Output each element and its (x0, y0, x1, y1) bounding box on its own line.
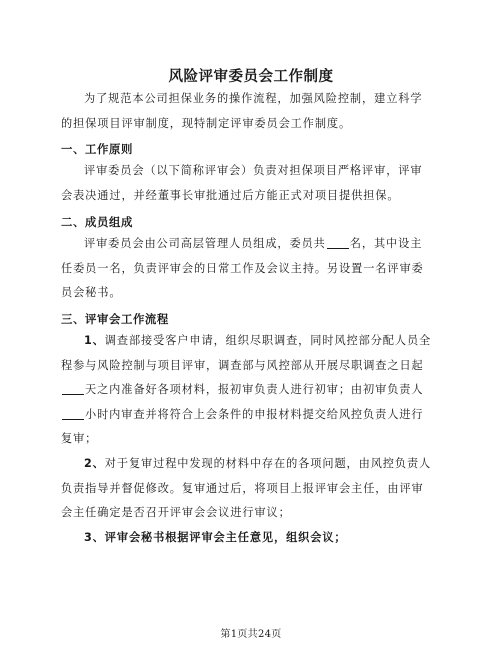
workflow-item-2 (61, 452, 443, 526)
fill-in-blank (327, 236, 349, 249)
item-number: 1、 (84, 334, 105, 347)
text-line: 负责指导并督促修改。复审通过后，将项目上报评审会主任，由评审 (61, 481, 424, 495)
section-heading-workflow: 三、评审会工作流程 (61, 312, 169, 326)
text-line: 员会秘书。 (61, 286, 122, 299)
fill-in-blank (62, 407, 84, 420)
text-line: 会主任确定是否召开评审会会议进行审议； (61, 506, 291, 519)
section-heading-principles: 一、工作原则 (61, 142, 133, 156)
principles-paragraph (61, 159, 443, 208)
text-line (61, 378, 443, 403)
text-fragment: 名，其中设主 (349, 237, 423, 250)
text-line (61, 452, 443, 477)
text-fragment: 评审委员会由公司高层管理人员组成，委员共 (84, 237, 326, 250)
text-fragment: 对于复审过程中发现的材料中存在的各项问题，由风控负责人 (104, 457, 432, 470)
text-line: 3、评审会秘书根据评审会主任意见，组织会议； (84, 531, 347, 544)
text-line: 会表决通过，并经董事长审批通过后方能正式对项目提供担保。 (61, 188, 400, 202)
text-fragment: 天之内准备好各项材料，报初审负责人进行初审；由初审负责人 (85, 383, 424, 396)
text-line: 评审委员会（以下简称评审会）负责对担保项目严格评审，评审 (84, 164, 423, 177)
text-line: 为了规范本公司担保业务的操作流程，加强风险控制，建立科学 (84, 92, 423, 105)
text-line: 任委员一名，负责评审会的日常工作及会议主持。另设置一名评审委 (61, 261, 424, 275)
text-line (61, 232, 443, 257)
text-line (61, 403, 443, 428)
fill-in-blank (62, 382, 84, 395)
text-line: 的担保项目评审制度，现特制定评审委员会工作制度。 (61, 116, 352, 130)
text-line: 程参与风险控制与项目评审，调查部与风控部从开展尽职调查之日起 (61, 358, 424, 372)
text-fragment: 小时内审查并将符合上会条件的申报材料提交给风控负责人进行 (85, 407, 424, 421)
item-number: 2、 (84, 457, 105, 470)
members-paragraph (61, 232, 443, 306)
workflow-item-3 (61, 526, 443, 551)
text-line: 复审； (61, 432, 98, 445)
text-fragment: 调查部接受客户申请，组织尽职调查，同时风控部分配人员全 (104, 334, 432, 347)
intro-paragraph (61, 87, 443, 136)
workflow-item-1 (61, 329, 443, 452)
text-line (61, 329, 443, 354)
page-footer: 第1页共24页 (220, 629, 282, 640)
section-heading-members: 二、成员组成 (61, 215, 133, 229)
document-title: 风险评审委员会工作制度 (168, 69, 334, 85)
